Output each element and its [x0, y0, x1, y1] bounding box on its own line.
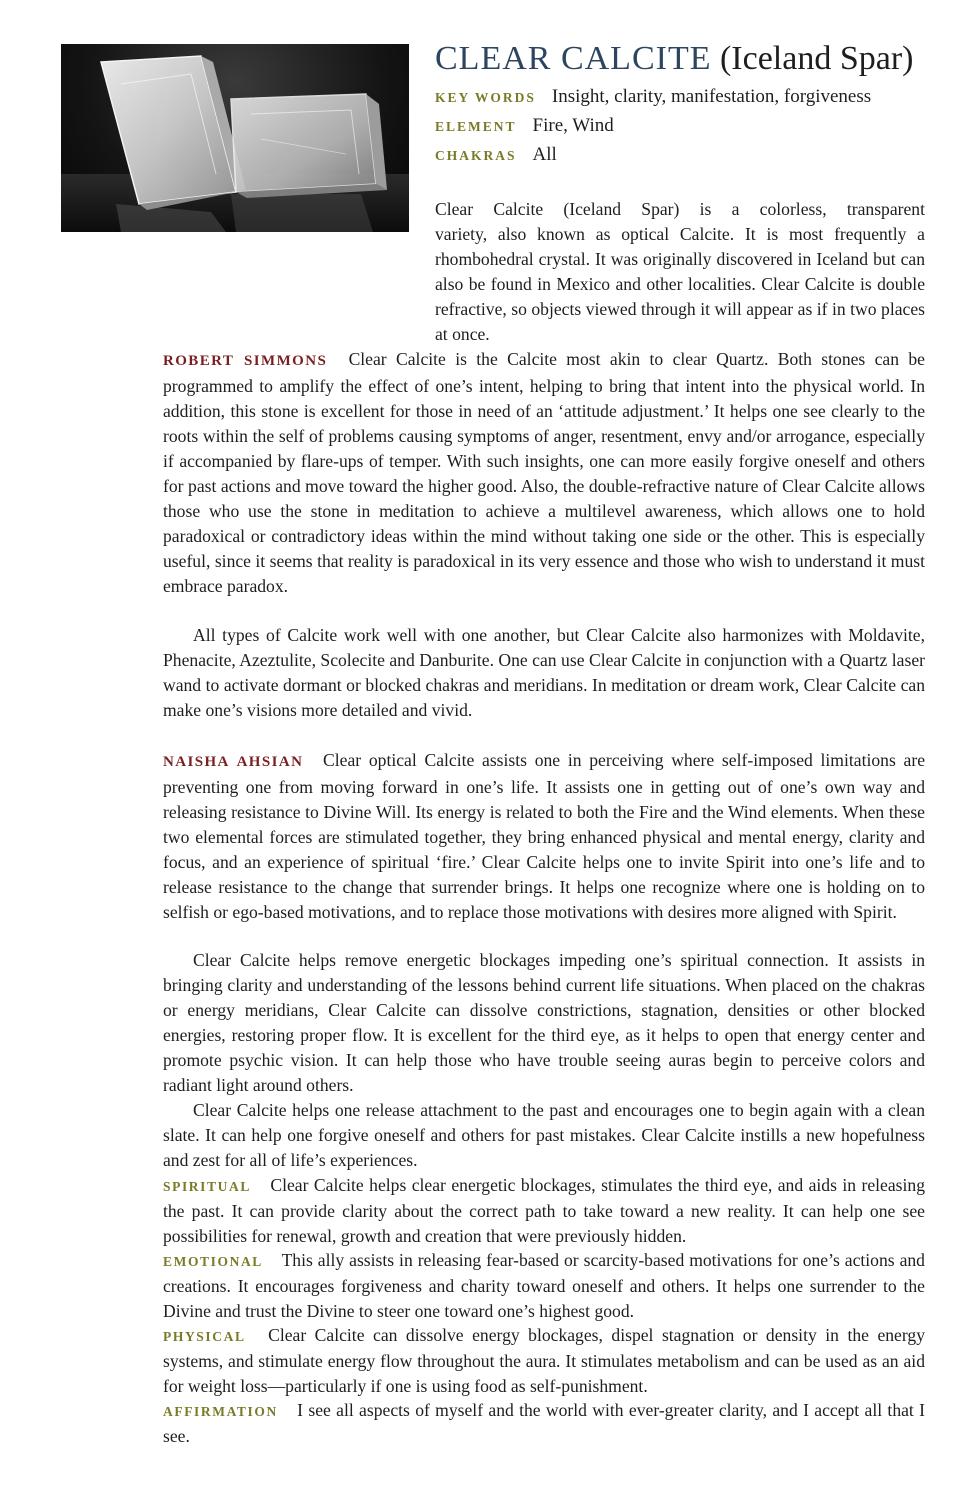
affirmation-label: AFFIRMATION: [163, 1404, 278, 1419]
simmons-paragraph-1: [163, 347, 925, 599]
title-main: CLEAR CALCITE: [435, 40, 712, 77]
keywords-label: KEY WORDS: [435, 90, 536, 105]
physical-section: [163, 1323, 925, 1399]
simmons-paragraph-2: [163, 623, 925, 723]
emotional-section: [163, 1248, 925, 1324]
intro-first-line: Clear Calcite (Iceland Spar) is a colorless, transparent: [435, 199, 925, 219]
chakras-label: CHAKRAS: [435, 148, 517, 163]
author-naisha-ahsian: NAISHA AHSIAN: [163, 754, 304, 770]
physical-label: PHYSICAL: [163, 1329, 246, 1344]
simmons-text-2: All types of Calcite work well with one another, but Clear Calcite also harmonizes with Moldavite, Phenacite, Azeztulite, Scolecite and Danburite. One can use Clear Calcite in conjunction with a Quartz laser wand to activate dormant or blocked chakras and meridians. In meditation or dream work, Clear Calcite can make one’s visions more detailed and vivid.: [163, 625, 925, 720]
ahsian-paragraph-2: [163, 948, 925, 1098]
spiritual-section: [163, 1173, 925, 1249]
chakras-value: All: [532, 144, 557, 165]
author-robert-simmons: ROBERT SIMMONS: [163, 353, 328, 369]
ahsian-paragraph-1: [163, 748, 925, 925]
element-value: Fire, Wind: [532, 115, 614, 136]
intro-rest: variety, also known as optical Calcite. It is most frequently a rhombohedral crystal. It was originally discovered in Iceland but can also be found in Mexico and other localities. Clear Calcite is double refractive, so objects viewed through it will appear as if in two places at once.: [435, 224, 925, 344]
simmons-text-1: Clear Calcite is the Calcite most akin to clear Quartz. Both stones can be programmed to amplify the effect of one’s intent, helping to bring that intent into the physical world. In addition, this stone is excellent for those in need of an ‘attitude adjustment.’ It helps one see clearly to the roots within the self of problems causing symptoms of anger, resentment, envy and/or arrogance, especially if accompanied by flare-ups of temper. With such insights, one can more easily forgive oneself and others for past actions and move toward the higher good. Also, the double-refractive nature of Clear Calcite allows those who use the stone in meditation to achieve a multilevel awareness, which allows one to hold paradoxical or contradictory ideas within the mind without taking one side or the other. This is especially useful, since it seems that reality is paradoxical in its very essence and those who wish to understand it must embrace paradox.: [163, 349, 925, 596]
keywords-row: [435, 84, 871, 111]
element-row: [435, 113, 614, 140]
title-subtitle: (Iceland Spar): [719, 40, 914, 77]
emotional-text: This ally assists in releasing fear-based or scarcity-based motivations for one’s actions and creations. It encourages forgiveness and charity toward oneself and others. It helps one surrender to the Divine and trust the Divine to steer one toward one’s highest good.: [163, 1250, 925, 1321]
affirmation-section: [163, 1398, 925, 1449]
keywords-value: Insight, clarity, manifestation, forgiveness: [551, 86, 872, 107]
affirmation-text: I see all aspects of myself and the world with ever-greater clarity, and I accept all that I see.: [163, 1400, 925, 1446]
calcite-crystals-image: [61, 44, 409, 232]
spiritual-text: Clear Calcite helps clear energetic blockages, stimulates the third eye, and aids in releasing the past. It can provide clarity about the correct path to take toward a new reality. It can help one see possibilities for renewal, growth and creation that were previously hidden.: [163, 1175, 925, 1246]
spiritual-label: SPIRITUAL: [163, 1179, 251, 1194]
page-title: [435, 38, 955, 80]
clear-calcite-photo: [61, 44, 409, 232]
intro-paragraph: [163, 222, 925, 347]
ahsian-paragraph-3: [163, 1098, 925, 1173]
element-label: ELEMENT: [435, 119, 517, 134]
ahsian-text-2: Clear Calcite helps remove energetic blockages impeding one’s spiritual connection. It assists in bringing clarity and understanding of the lessons behind current life situations. When placed on the chakras or energy meridians, Clear Calcite can dissolve constrictions, stagnation, densities or other blocked energies, restoring proper flow. It is excellent for the third eye, as it helps to open that energy center and promote psychic vision. It can help those who have trouble seeing auras begin to perceive colors and radiant light around others.: [163, 950, 925, 1095]
ahsian-text-1: Clear optical Calcite assists one in perceiving where self-imposed limitations are preventing one from moving forward in one’s life. It assists one in getting out of one’s own way and releasing resistance to Divine Will. Its energy is related to both the Fire and the Wind elements. When these two elemental forces are stimulated together, they bring enhanced physical and mental energy, clarity and focus, and an experience of spiritual ‘fire.’ Clear Calcite helps one to invite Spirit into one’s life and to release resistance to the change that surrender brings. It helps one recognize where one is holding on to selfish or ego-based motivations, and to replace those motivations with desires more aligned with Spirit.: [163, 750, 925, 922]
chakras-row: [435, 142, 557, 169]
intro-continuation: [163, 222, 925, 347]
physical-text: Clear Calcite can dissolve energy blockages, dispel stagnation or density in the energy systems, and stimulate energy flow throughout the aura. It stimulates metabolism and can be used as an aid for weight loss—particularly if one is using food as self-punishment.: [163, 1325, 925, 1396]
ahsian-text-3: Clear Calcite helps one release attachment to the past and encourages one to begin again with a clean slate. It can help one forgive oneself and others for past mistakes. Clear Calcite instills a new hopefulness and zest for all of life’s experiences.: [163, 1100, 925, 1170]
emotional-label: EMOTIONAL: [163, 1254, 263, 1269]
